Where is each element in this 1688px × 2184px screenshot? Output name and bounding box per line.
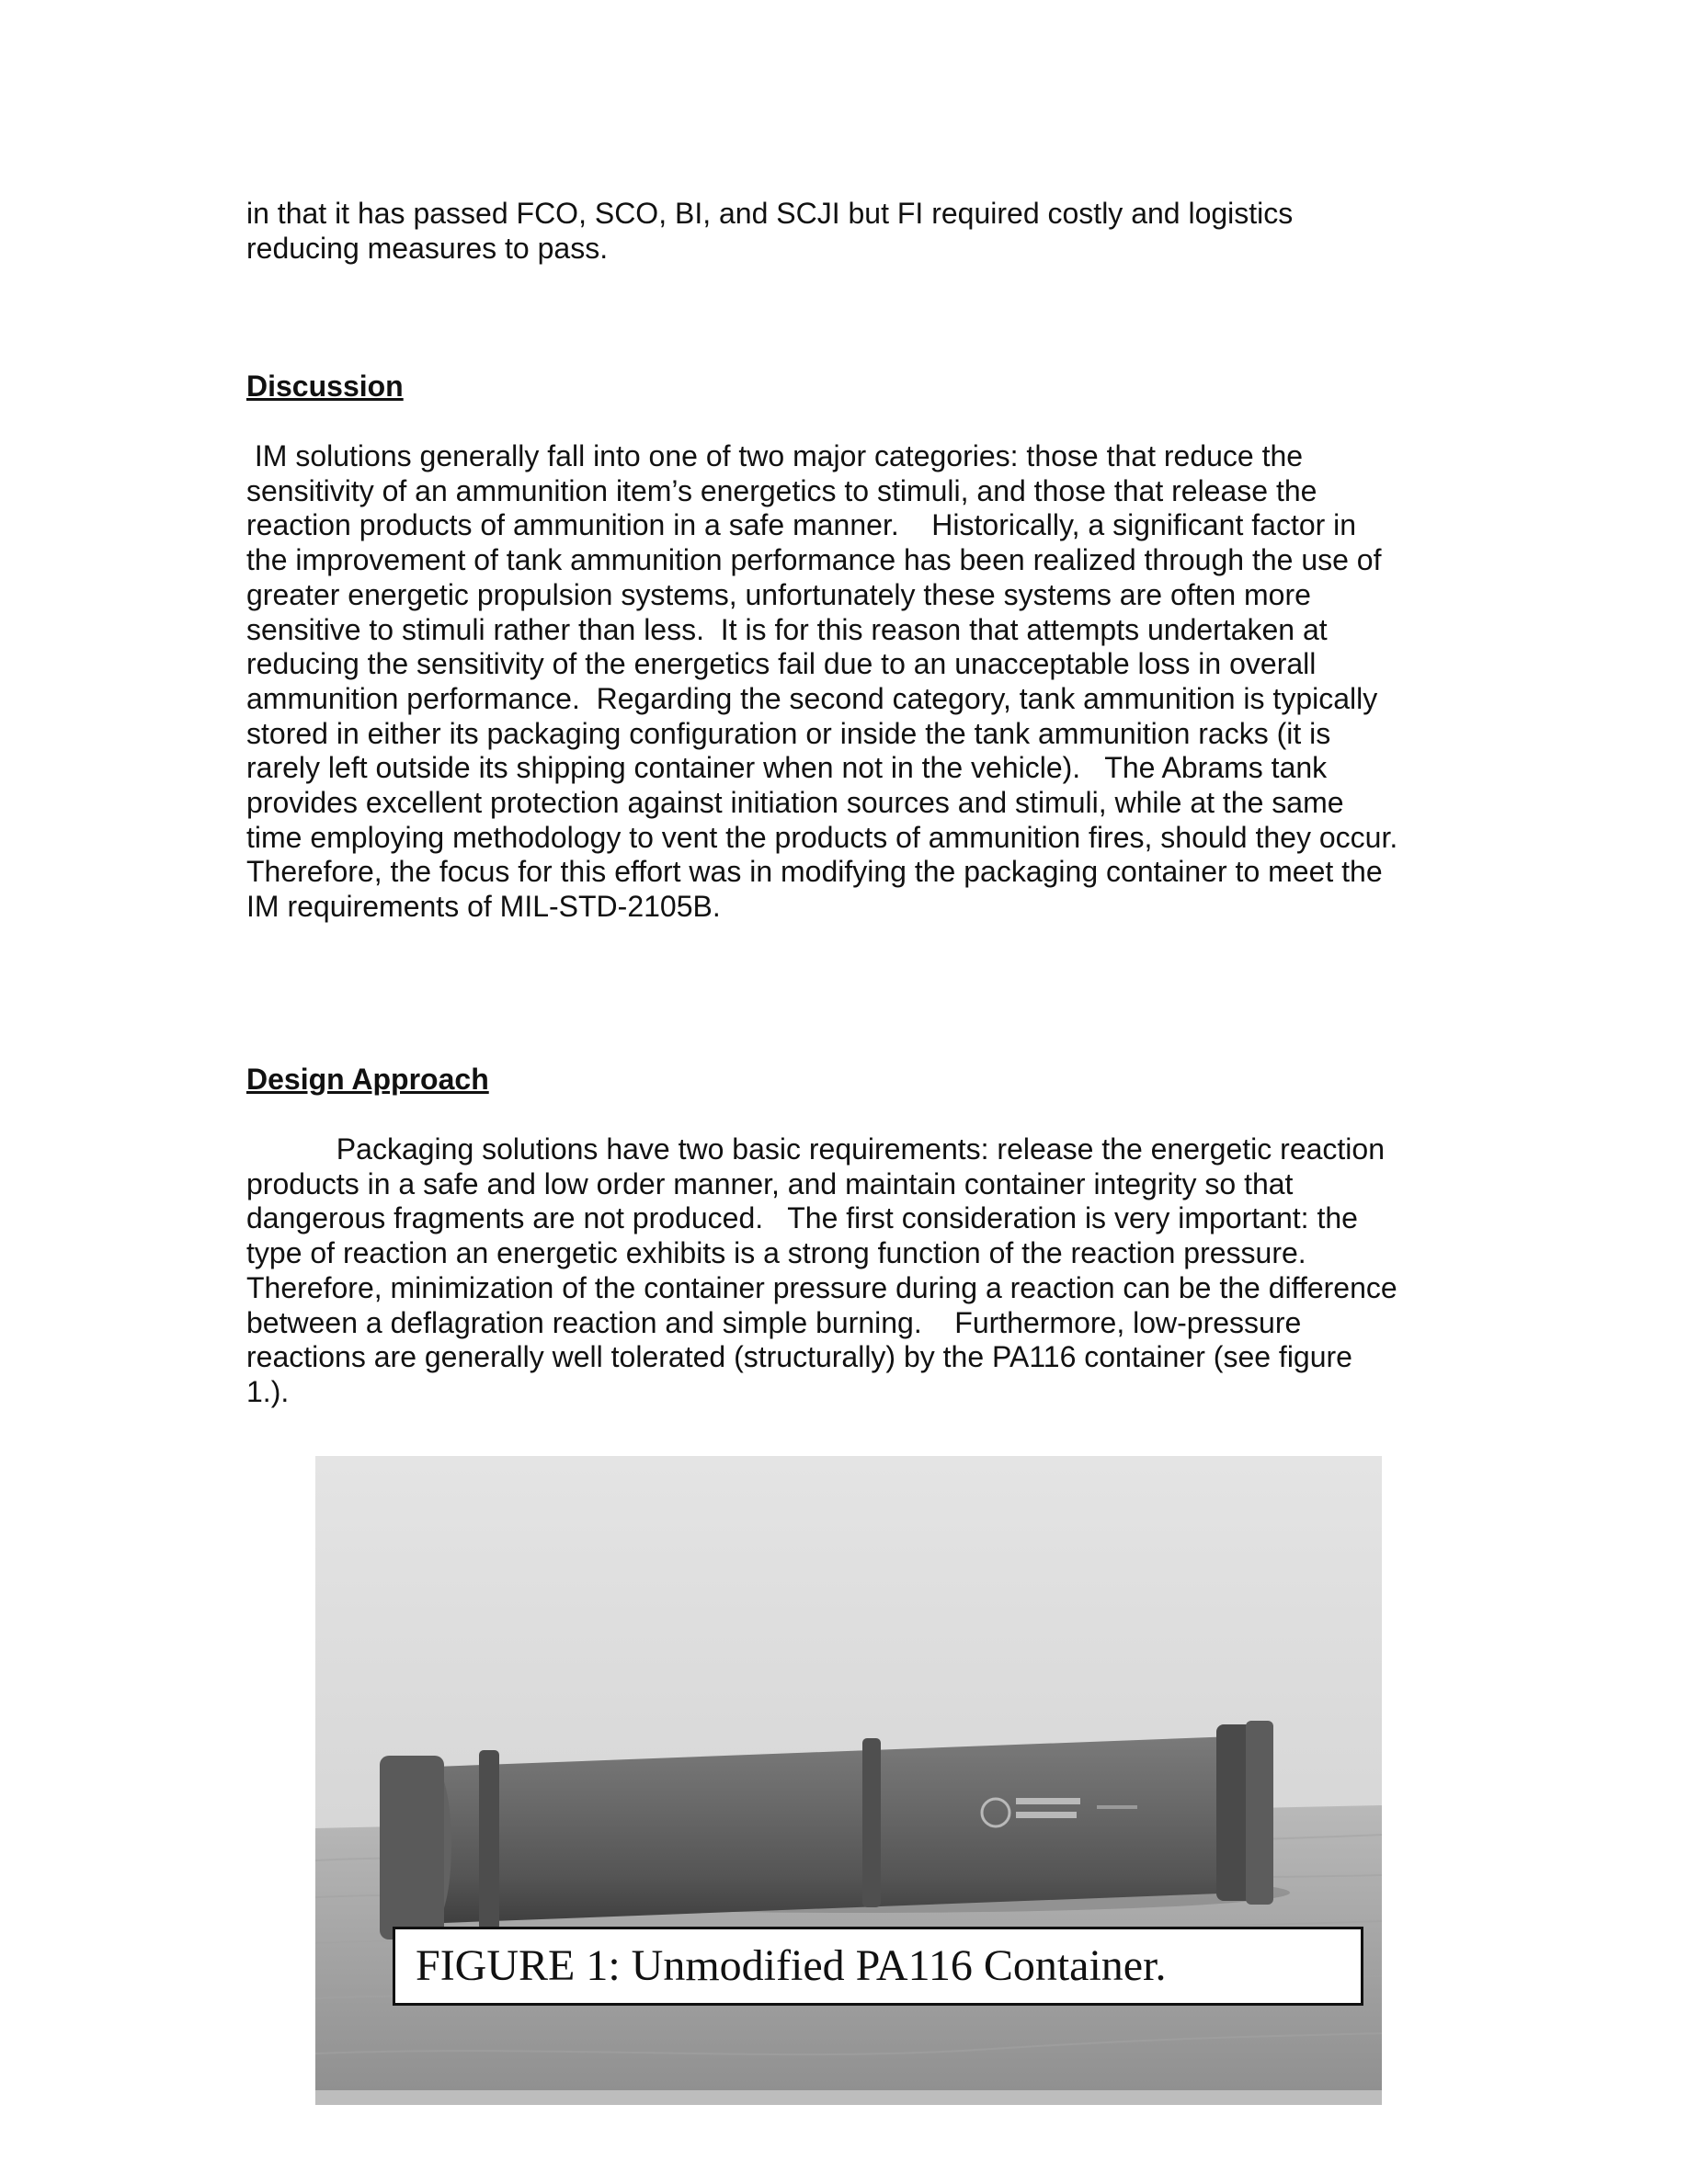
text-line: provides excellent protection against initiation sources and stimuli, while at the same (246, 786, 1344, 820)
design-approach-heading: Design Approach (246, 1063, 489, 1096)
text-line: sensitive to stimuli rather than less. It is for this reason that attempts undertaken at (246, 612, 1328, 646)
discussion-paragraph (246, 439, 1442, 925)
container-photo (315, 1456, 1382, 2105)
text-line: time employing methodology to vent the products of ammunition fires, should they occur. (246, 820, 1398, 854)
design-approach-paragraph (246, 1132, 1442, 1410)
text-line: IM solutions generally fall into one of two major categories: those that reduce the (246, 439, 1304, 472)
text-line: between a deflagration reaction and simple burning. Furthermore, low-pressure (246, 1305, 1302, 1339)
text-line: 1.). (246, 1374, 290, 1408)
text-line: Therefore, the focus for this effort was in modifying the packaging container to meet the (246, 855, 1383, 889)
text-line: reaction products of ammunition in a safe manner. Historically, a significant factor in (246, 508, 1357, 542)
text-line: ammunition performance. Regarding the second category, tank ammunition is typically (246, 681, 1378, 715)
text-line: stored in either its packaging configuration or inside the tank ammunition racks (it is (246, 716, 1331, 750)
text-line: greater energetic propulsion systems, unfortunately these systems are often more (246, 577, 1311, 611)
text-line: reducing measures to pass. (246, 231, 609, 265)
text-line: products in a safe and low order manner, and maintain container integrity so that (246, 1166, 1294, 1200)
text-line: Packaging solutions have two basic requirements: release the energetic reaction (246, 1132, 1385, 1166)
text-line: in that it has passed FCO, SCO, BI, and SCJI but FI required costly and logistics (246, 197, 1294, 230)
figure-caption: FIGURE 1: Unmodified PA116 Container. (393, 1927, 1363, 2006)
text-line: dangerous fragments are not produced. The first consideration is very important: the (246, 1201, 1358, 1235)
text-line: Therefore, minimization of the container pressure during a reaction can be the difference (246, 1270, 1397, 1304)
intro-paragraph (246, 197, 1442, 266)
text-line: IM requirements of MIL-STD-2105B. (246, 890, 721, 924)
text-line: rarely left outside its shipping container when not in the vehicle). The Abrams tank (246, 751, 1328, 785)
text-line: type of reaction an energetic exhibits is a strong function of the reaction pressure. (246, 1236, 1306, 1270)
text-line: the improvement of tank ammunition performance has been realized through the use of (246, 543, 1382, 577)
text-line: sensitivity of an ammunition item’s energetics to stimuli, and those that release the (246, 473, 1317, 507)
text-line: reactions are generally well tolerated (structurally) by the PA116 container (see figure (246, 1340, 1352, 1374)
text-line: reducing the sensitivity of the energetics fail due to an unacceptable loss in overall (246, 647, 1317, 681)
discussion-heading: Discussion (246, 370, 404, 403)
